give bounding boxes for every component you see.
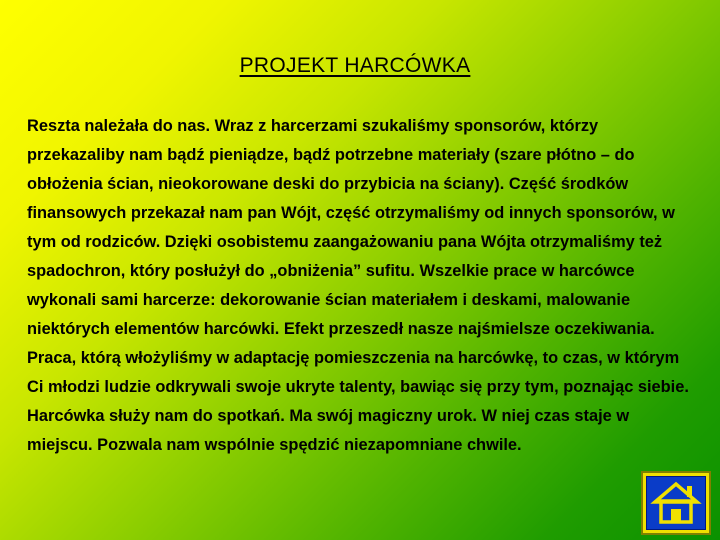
slide-title: PROJEKT HARCÓWKA xyxy=(239,54,471,77)
home-button-face[interactable] xyxy=(646,476,706,530)
body-paragraph-1: Reszta należała do nas. Wraz z harcerzami szukaliśmy sponsorów, którzy przekazaliby nam bądź pieniądze, bądź potrzebne materiały (szare płótno – do obłożenia ścian, nieokorowane deski do przybicia na ściany). Część środków finansowych przekazał nam pan Wójt, część otrzymaliśmy od innych sponsorów, w tym od rodziców. Dzięki osobistemu zaangażowaniu pana Wójta otrzymaliśmy też spadochron, który posłużył do „obniżenia” sufitu. Wszelkie prace w harcówce wykonali sami harcerze: dekorowanie ścian materiałem i deskami, malowanie niektórych elementów harcówki. Efekt przeszedł nasze najśmielsze oczekiwania. xyxy=(27,117,675,338)
home-button[interactable] xyxy=(641,471,711,535)
slide-body xyxy=(27,112,692,460)
home-icon xyxy=(649,480,703,526)
body-paragraph-2: Praca, którą włożyliśmy w adaptację pomieszczenia na harcówkę, to czas, w którym Ci młodzi ludzie odkrywali swoje ukryte talenty, bawiąc się przy tym, poznając siebie. Harcówka służy nam do spotkań. Ma swój magiczny urok. W niej czas staje w miejscu. Pozwala nam wspólnie spędzić niezapomniane chwile. xyxy=(27,349,689,454)
